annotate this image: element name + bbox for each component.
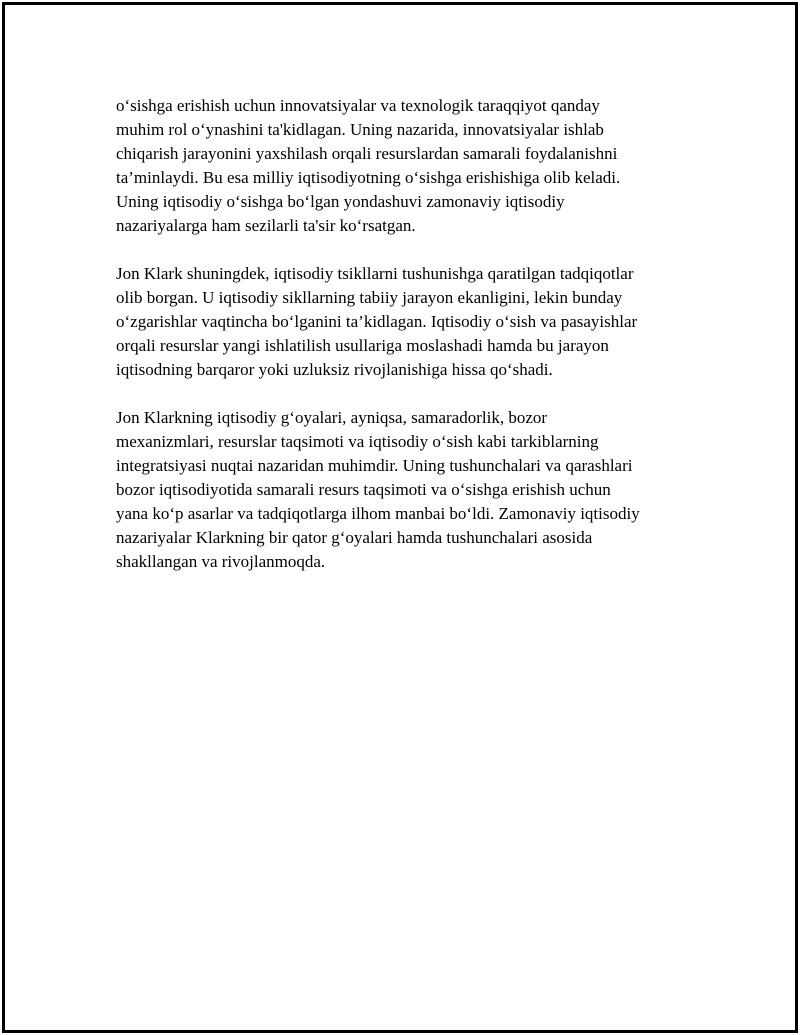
text-line: nazariyalarga ham sezilarli ta'sir ko‘rsatgan.	[116, 216, 416, 235]
text-line: ta’minlaydi. Bu esa milliy iqtisodiyotning o‘sishga erishishiga olib keladi.	[116, 168, 621, 187]
text-line: yana ko‘p asarlar va tadqiqotlarga ilhom manbai bo‘ldi. Zamonaviy iqtisodiy	[116, 504, 640, 523]
text-line: o‘zgarishlar vaqtincha bo‘lganini ta’kidlagan. Iqtisodiy o‘sish va pasayishlar	[116, 312, 638, 331]
paragraph-3	[116, 406, 696, 574]
text-line: chiqarish jarayonini yaxshilash orqali resurslardan samarali foydalanishni	[116, 144, 618, 163]
text-line: iqtisodning barqaror yoki uzluksiz rivojlanishiga hissa qo‘shadi.	[116, 360, 553, 379]
text-line: shakllangan va rivojlanmoqda.	[116, 552, 326, 571]
text-line: Uning iqtisodiy o‘sishga bo‘lgan yondashuvi zamonaviy iqtisodiy	[116, 192, 565, 211]
text-line: o‘sishga erishish uchun innovatsiyalar va texnologik taraqqiyot qanday	[116, 96, 600, 115]
text-line: Jon Klark shuningdek, iqtisodiy tsikllarni tushunishga qaratilgan tadqiqotlar	[116, 264, 634, 283]
text-line: muhim rol o‘ynashini ta'kidlagan. Uning nazarida, innovatsiyalar ishlab	[116, 120, 604, 139]
paragraph-1	[116, 94, 696, 238]
paragraph-2	[116, 262, 696, 382]
text-line: orqali resurslar yangi ishlatilish usullariga moslashadi hamda bu jarayon	[116, 336, 609, 355]
document-body	[116, 94, 696, 598]
text-line: integratsiyasi nuqtai nazaridan muhimdir. Uning tushunchalari va qarashlari	[116, 456, 633, 475]
text-line: olib borgan. U iqtisodiy sikllarning tabiiy jarayon ekanligini, lekin bunday	[116, 288, 623, 307]
text-line: mexanizmlari, resurslar taqsimoti va iqtisodiy o‘sish kabi tarkiblarning	[116, 432, 599, 451]
text-line: Jon Klarkning iqtisodiy g‘oyalari, ayniqsa, samaradorlik, bozor	[116, 408, 548, 427]
text-line: bozor iqtisodiyotida samarali resurs taqsimoti va o‘sishga erishish uchun	[116, 480, 611, 499]
text-line: nazariyalar Klarkning bir qator g‘oyalari hamda tushunchalari asosida	[116, 528, 593, 547]
